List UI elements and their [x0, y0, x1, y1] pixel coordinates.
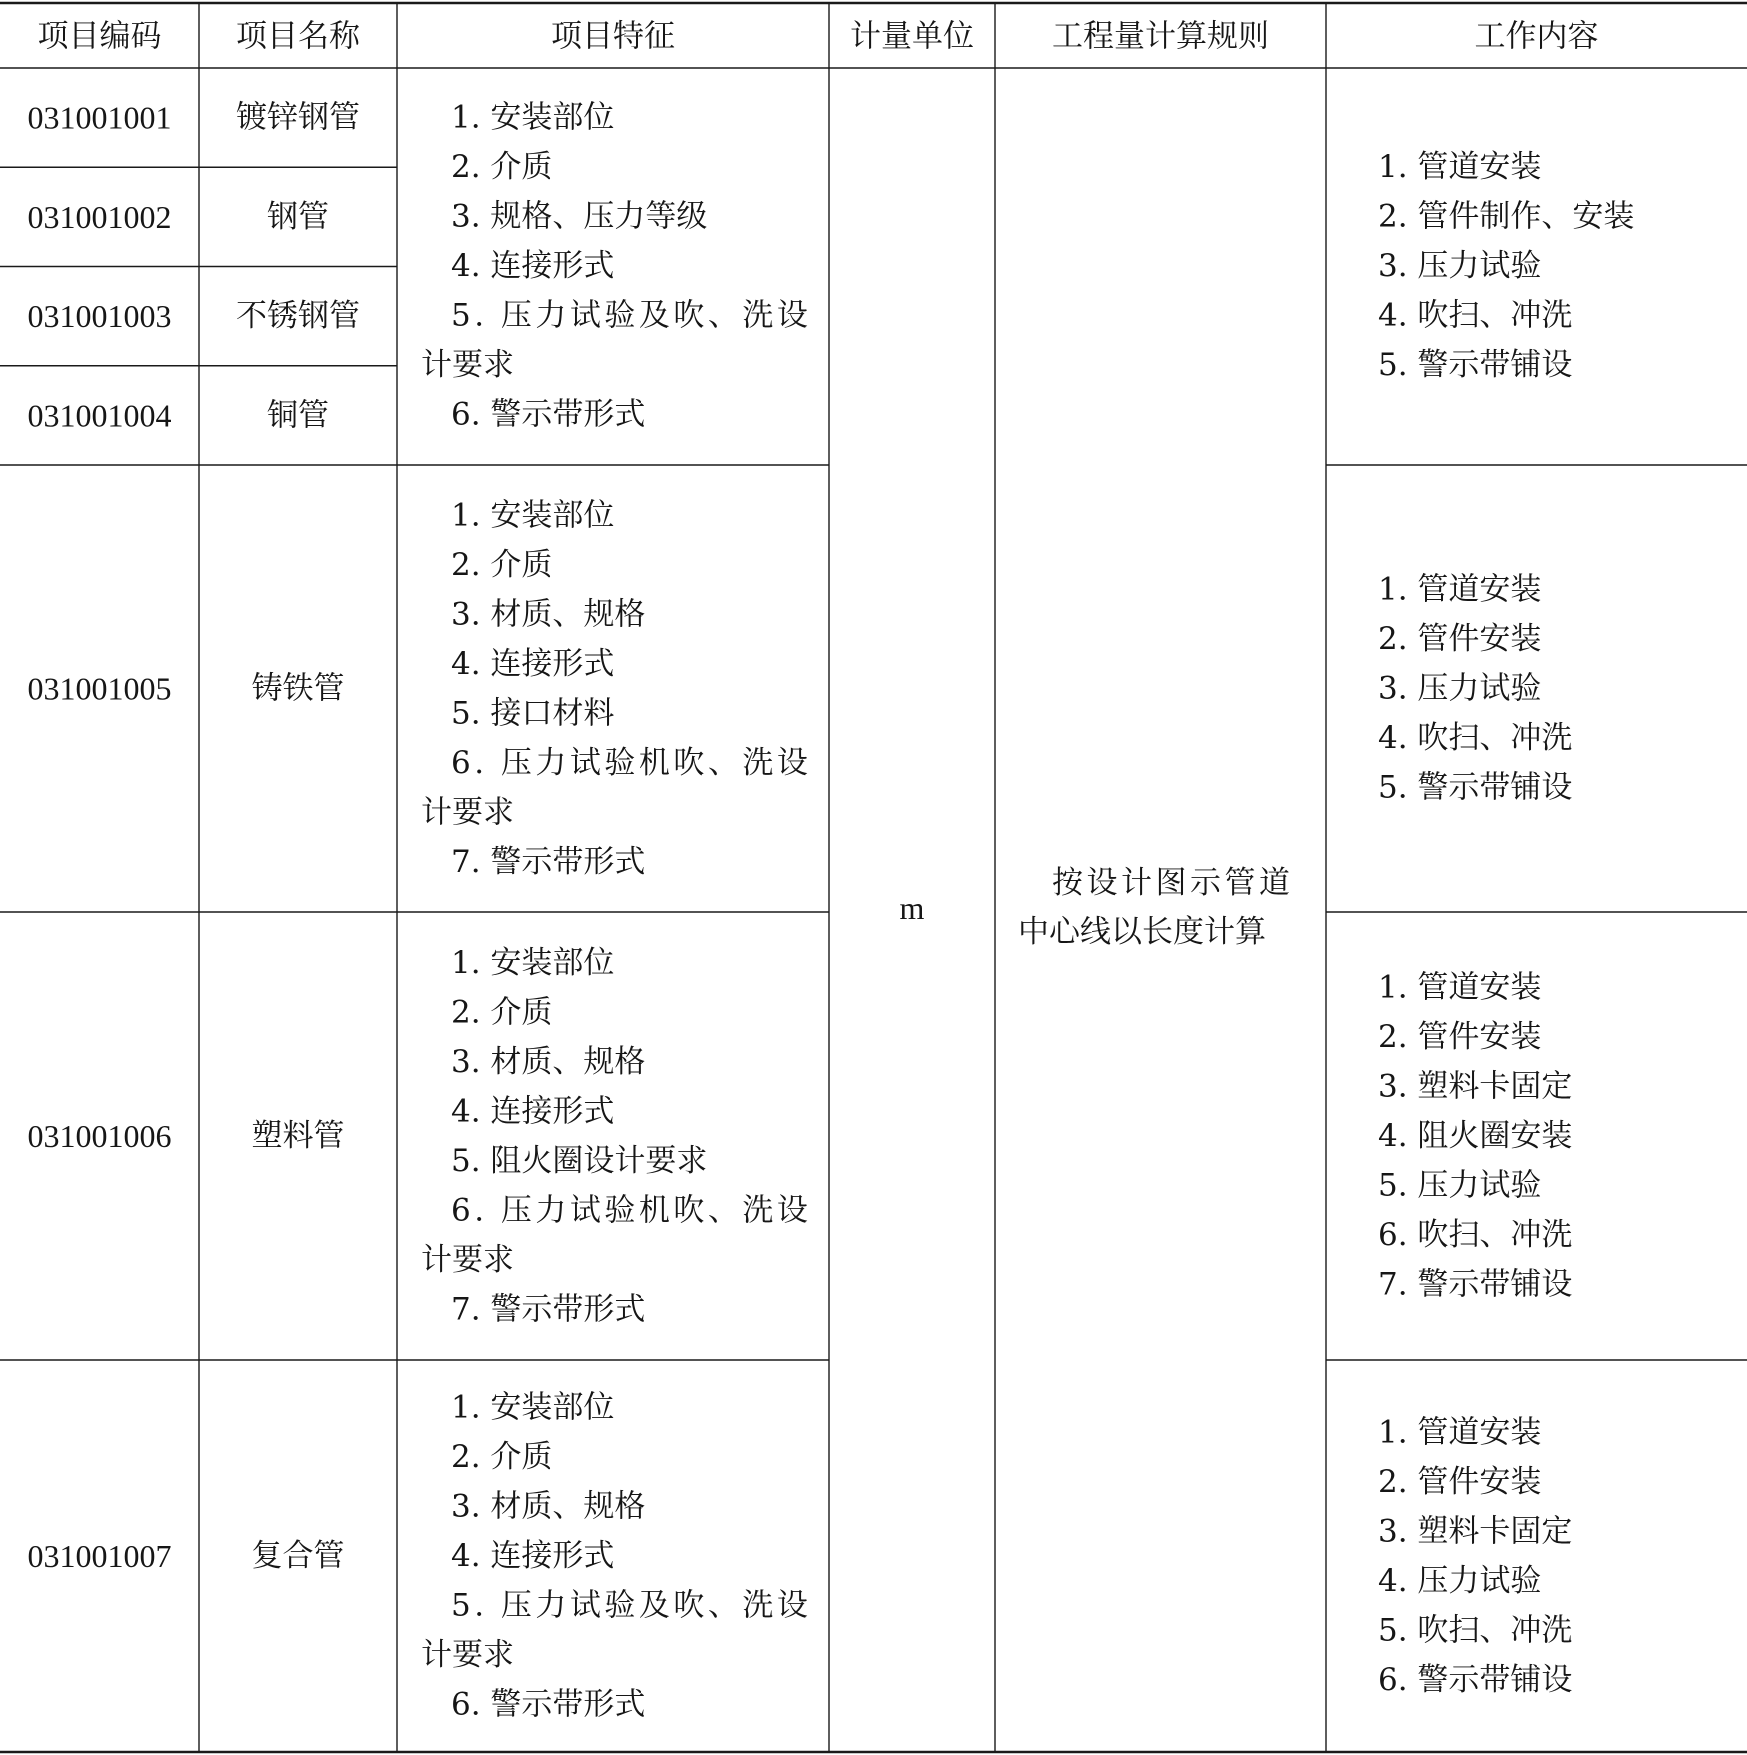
feature-line: 1. 安装部位 [451, 497, 615, 534]
column-header: 项目编码 [37, 18, 162, 55]
work-line: 4. 吹扫、冲洗 [1378, 297, 1573, 334]
work-line: 2. 管件安装 [1378, 1463, 1542, 1500]
work-line: 2. 管件安装 [1378, 1019, 1542, 1055]
rule-line: 按设计图示管道 [1052, 865, 1294, 901]
item-code: 031001001 [27, 99, 172, 136]
feature-line: 6. 警示带形式 [451, 1686, 646, 1723]
work-line: 1. 管道安装 [1378, 1414, 1542, 1451]
feature-line: 4. 连接形式 [451, 1538, 615, 1574]
feature-line: 3. 材质、规格 [451, 1043, 646, 1080]
feature-line: 3. 规格、压力等级 [451, 198, 708, 235]
column-header: 项目名称 [236, 18, 360, 55]
item-code: 031001004 [27, 397, 172, 434]
work-line: 5. 警示带铺设 [1378, 347, 1573, 383]
feature-line: 5. 压力试验及吹、洗设 [451, 1587, 812, 1624]
column-header: 工作内容 [1474, 18, 1599, 55]
work-line: 1. 管道安装 [1378, 149, 1542, 185]
rule-line: 中心线以长度计算 [1018, 914, 1266, 950]
feature-line: 2. 介质 [451, 149, 553, 185]
work-line: 3. 压力试验 [1378, 670, 1542, 707]
item-name: 铜管 [267, 397, 329, 434]
feature-line: 计要求 [421, 1241, 514, 1278]
item-code: 031001002 [27, 198, 172, 235]
work-line: 7. 警示带铺设 [1378, 1266, 1573, 1303]
feature-line: 5. 压力试验及吹、洗设 [451, 297, 812, 334]
column-header: 工程量计算规则 [1052, 18, 1269, 55]
feature-line: 3. 材质、规格 [451, 1488, 646, 1525]
feature-line: 7. 警示带形式 [451, 843, 646, 880]
feature-line: 计要求 [421, 1637, 514, 1673]
feature-line: 计要求 [421, 347, 514, 383]
item-name: 钢管 [267, 198, 329, 235]
feature-line: 4. 连接形式 [451, 645, 615, 682]
work-line: 6. 吹扫、冲洗 [1378, 1217, 1573, 1253]
work-line: 4. 压力试验 [1378, 1562, 1542, 1599]
column-header: 项目特征 [551, 18, 675, 55]
feature-line: 3. 材质、规格 [451, 596, 646, 633]
work-line: 3. 塑料卡固定 [1378, 1513, 1573, 1550]
item-code: 031001003 [27, 298, 172, 335]
work-line: 2. 管件制作、安装 [1378, 198, 1635, 235]
feature-line: 4. 连接形式 [451, 248, 615, 284]
item-code: 031001005 [27, 670, 172, 707]
item-name: 复合管 [251, 1538, 345, 1574]
feature-line: 5. 接口材料 [451, 695, 615, 732]
item-code: 031001007 [27, 1538, 172, 1574]
feature-line: 计要求 [421, 794, 514, 831]
feature-line: 2. 介质 [451, 546, 553, 583]
unit-cell: m [899, 890, 925, 926]
feature-line: 2. 介质 [451, 994, 553, 1031]
feature-line: 1. 安装部位 [451, 1389, 615, 1426]
work-line: 5. 警示带铺设 [1378, 769, 1573, 806]
work-line: 5. 压力试验 [1378, 1167, 1542, 1204]
feature-line: 5. 阻火圈设计要求 [451, 1142, 708, 1179]
work-line: 3. 塑料卡固定 [1378, 1068, 1573, 1105]
column-header: 计量单位 [850, 18, 974, 55]
work-line: 2. 管件安装 [1378, 621, 1542, 657]
feature-line: 4. 连接形式 [451, 1093, 615, 1130]
work-line: 4. 吹扫、冲洗 [1378, 720, 1573, 756]
item-name: 塑料管 [251, 1118, 345, 1154]
work-line: 4. 阻火圈安装 [1378, 1118, 1573, 1154]
item-name: 铸铁管 [251, 670, 345, 707]
feature-line: 1. 安装部位 [451, 944, 615, 981]
item-name: 不锈钢管 [236, 298, 360, 335]
item-name: 镀锌钢管 [236, 99, 360, 136]
work-line: 6. 警示带铺设 [1378, 1661, 1573, 1698]
feature-line: 7. 警示带形式 [451, 1291, 646, 1328]
feature-line: 2. 介质 [451, 1439, 553, 1475]
work-line: 5. 吹扫、冲洗 [1378, 1612, 1573, 1649]
work-line: 1. 管道安装 [1378, 969, 1542, 1006]
feature-line: 6. 压力试验机吹、洗设 [451, 1192, 812, 1229]
item-code: 031001006 [27, 1118, 172, 1154]
work-line: 3. 压力试验 [1378, 248, 1542, 284]
feature-line: 1. 安装部位 [451, 99, 615, 136]
work-line: 1. 管道安装 [1378, 571, 1542, 608]
feature-line: 6. 警示带形式 [451, 396, 646, 433]
feature-line: 6. 压力试验机吹、洗设 [451, 744, 812, 781]
